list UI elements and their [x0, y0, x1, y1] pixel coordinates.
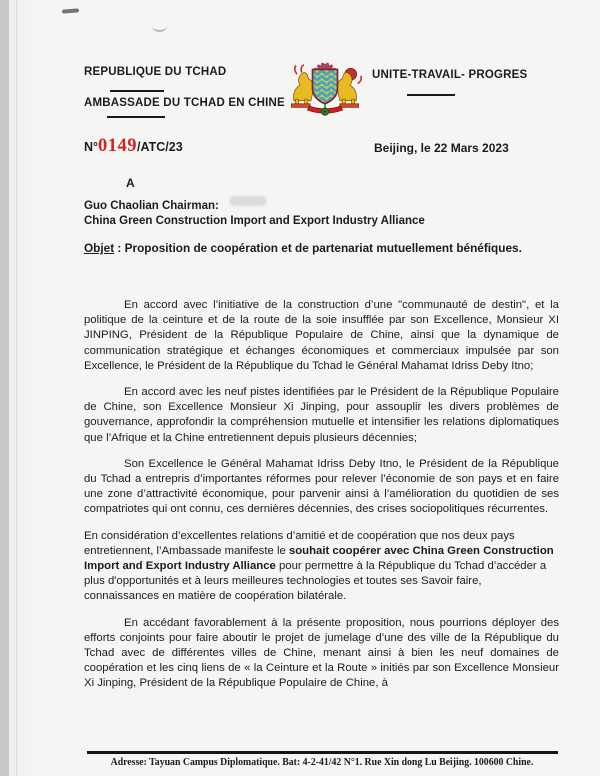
- page-edge-band: [9, 0, 47, 776]
- paragraph-3: Son Excellence le Général Mahamat Idriss Deby Itno, le Président de la République du Tchad a entrepris d’importantes réformes pour relever l’économie de son pays et en faire une zone d’attractivité économique, pour parvenir ainsi à l’amélioration du quotidien de ses compatriotes qui ont connu, ces dernières décennies, des crises sociopolitiques récurrentes.: [84, 457, 559, 516]
- recipient-name: Guo Chaolian Chairman:: [84, 200, 219, 212]
- paragraph-5: En accédant favorablement à la présente proposition, nous pourrions déployer des efforts conjoints pour faire aboutir le projet de jumelage d’une des ville de la République du Tchad avec de différentes villes de Chine, menant ainsi à bien les neuf domaines de coopération et les cinq liens de « la Ceinture et la Route » initiés par son Excellence Monsieur Xi Jinping, Président de la République Populaire de Chine, à: [84, 616, 559, 690]
- subject-text: Proposition de coopération et de partenariat mutuellement bénéfiques.: [124, 241, 522, 255]
- paragraph-4-lead: En considération d’excellentes relations d’amitié et de coopération que nos deux pays entretiennent, l’Ambassade manifeste le: [84, 529, 515, 557]
- scanner-edge-strip: [0, 0, 9, 776]
- letter-body: [84, 298, 559, 703]
- chad-coat-of-arms-icon: [286, 59, 364, 119]
- date-line: Beijing, le 22 Mars 2023: [374, 141, 509, 155]
- motto-underline: [407, 94, 455, 96]
- republic-title: REPUBLIQUE DU TCHAD: [84, 66, 227, 78]
- recipient-organization: China Green Construction Import and Export Industry Alliance: [84, 215, 425, 227]
- reference-prefix: N°: [84, 140, 99, 154]
- subject-label: Objet: [84, 241, 115, 255]
- paragraph-4: [84, 529, 559, 605]
- paragraph-2: En accord avec les neuf pistes identifiées par le Président de la République Populaire de Chine, son Excellence Monsieur Xi Jinping, pour assouplir les divers problèmes de gouvernance, approfondir la compréhension mutuelle et intensifier les relations diplomatiques que l’Afrique et la Chine entretiennent depuis plusieurs décennies;: [84, 386, 559, 444]
- footer-address: Adresse: Tayuan Campus Diplomatique. Bat: 4-2-41/42 N°1. Rue Xin dong Lu Beijing. 100600 Chine.: [110, 757, 534, 768]
- republic-underline: [110, 90, 164, 92]
- scan-artifact-curl: [152, 21, 167, 32]
- paragraph-4-tail: pour permettre à la République du Tchad d’accéder a plus d'opportunités et à leurs meilleures technologies et toutes ses Savoir faire, connaissances en matière de coopération bilatérale.: [84, 560, 547, 603]
- subject-separator: :: [114, 241, 125, 255]
- recipient-salutation: A: [126, 176, 135, 190]
- scan-artifact-mark: [62, 8, 79, 13]
- paragraph-4-partner-name: souhait coopérer avec China Green Construction Import and Export Industry Alliance: [84, 544, 554, 573]
- embassy-title: AMBASSADE DU TCHAD EN CHINE: [84, 97, 285, 109]
- reference-number: [84, 136, 183, 157]
- national-motto: UNITE-TRAVAIL- PROGRES: [372, 69, 528, 81]
- page-edge-line: [16, 0, 17, 776]
- paragraph-1: En accord avec l’initiative de la construction d’une "communauté de destin", et la politique de la ceinture et de la route de la soie insufflée par son Excellence, Monsieur XI JINPING, Président de la République Populaire de Chine, ainsi que la dynamique de communication stratégique et échanges économiques et commerciaux impulsée par son Excellence, le Président de la République du Tchad le Général Mahamat Idriss Deby Itno;: [84, 299, 559, 372]
- reference-suffix: /ATC/23: [137, 140, 183, 154]
- subject-line: [84, 241, 560, 257]
- reference-digits: 0149: [98, 136, 138, 156]
- scan-artifact-smudge: [230, 196, 266, 206]
- footer-rule: [87, 751, 558, 754]
- embassy-underline: [107, 116, 165, 118]
